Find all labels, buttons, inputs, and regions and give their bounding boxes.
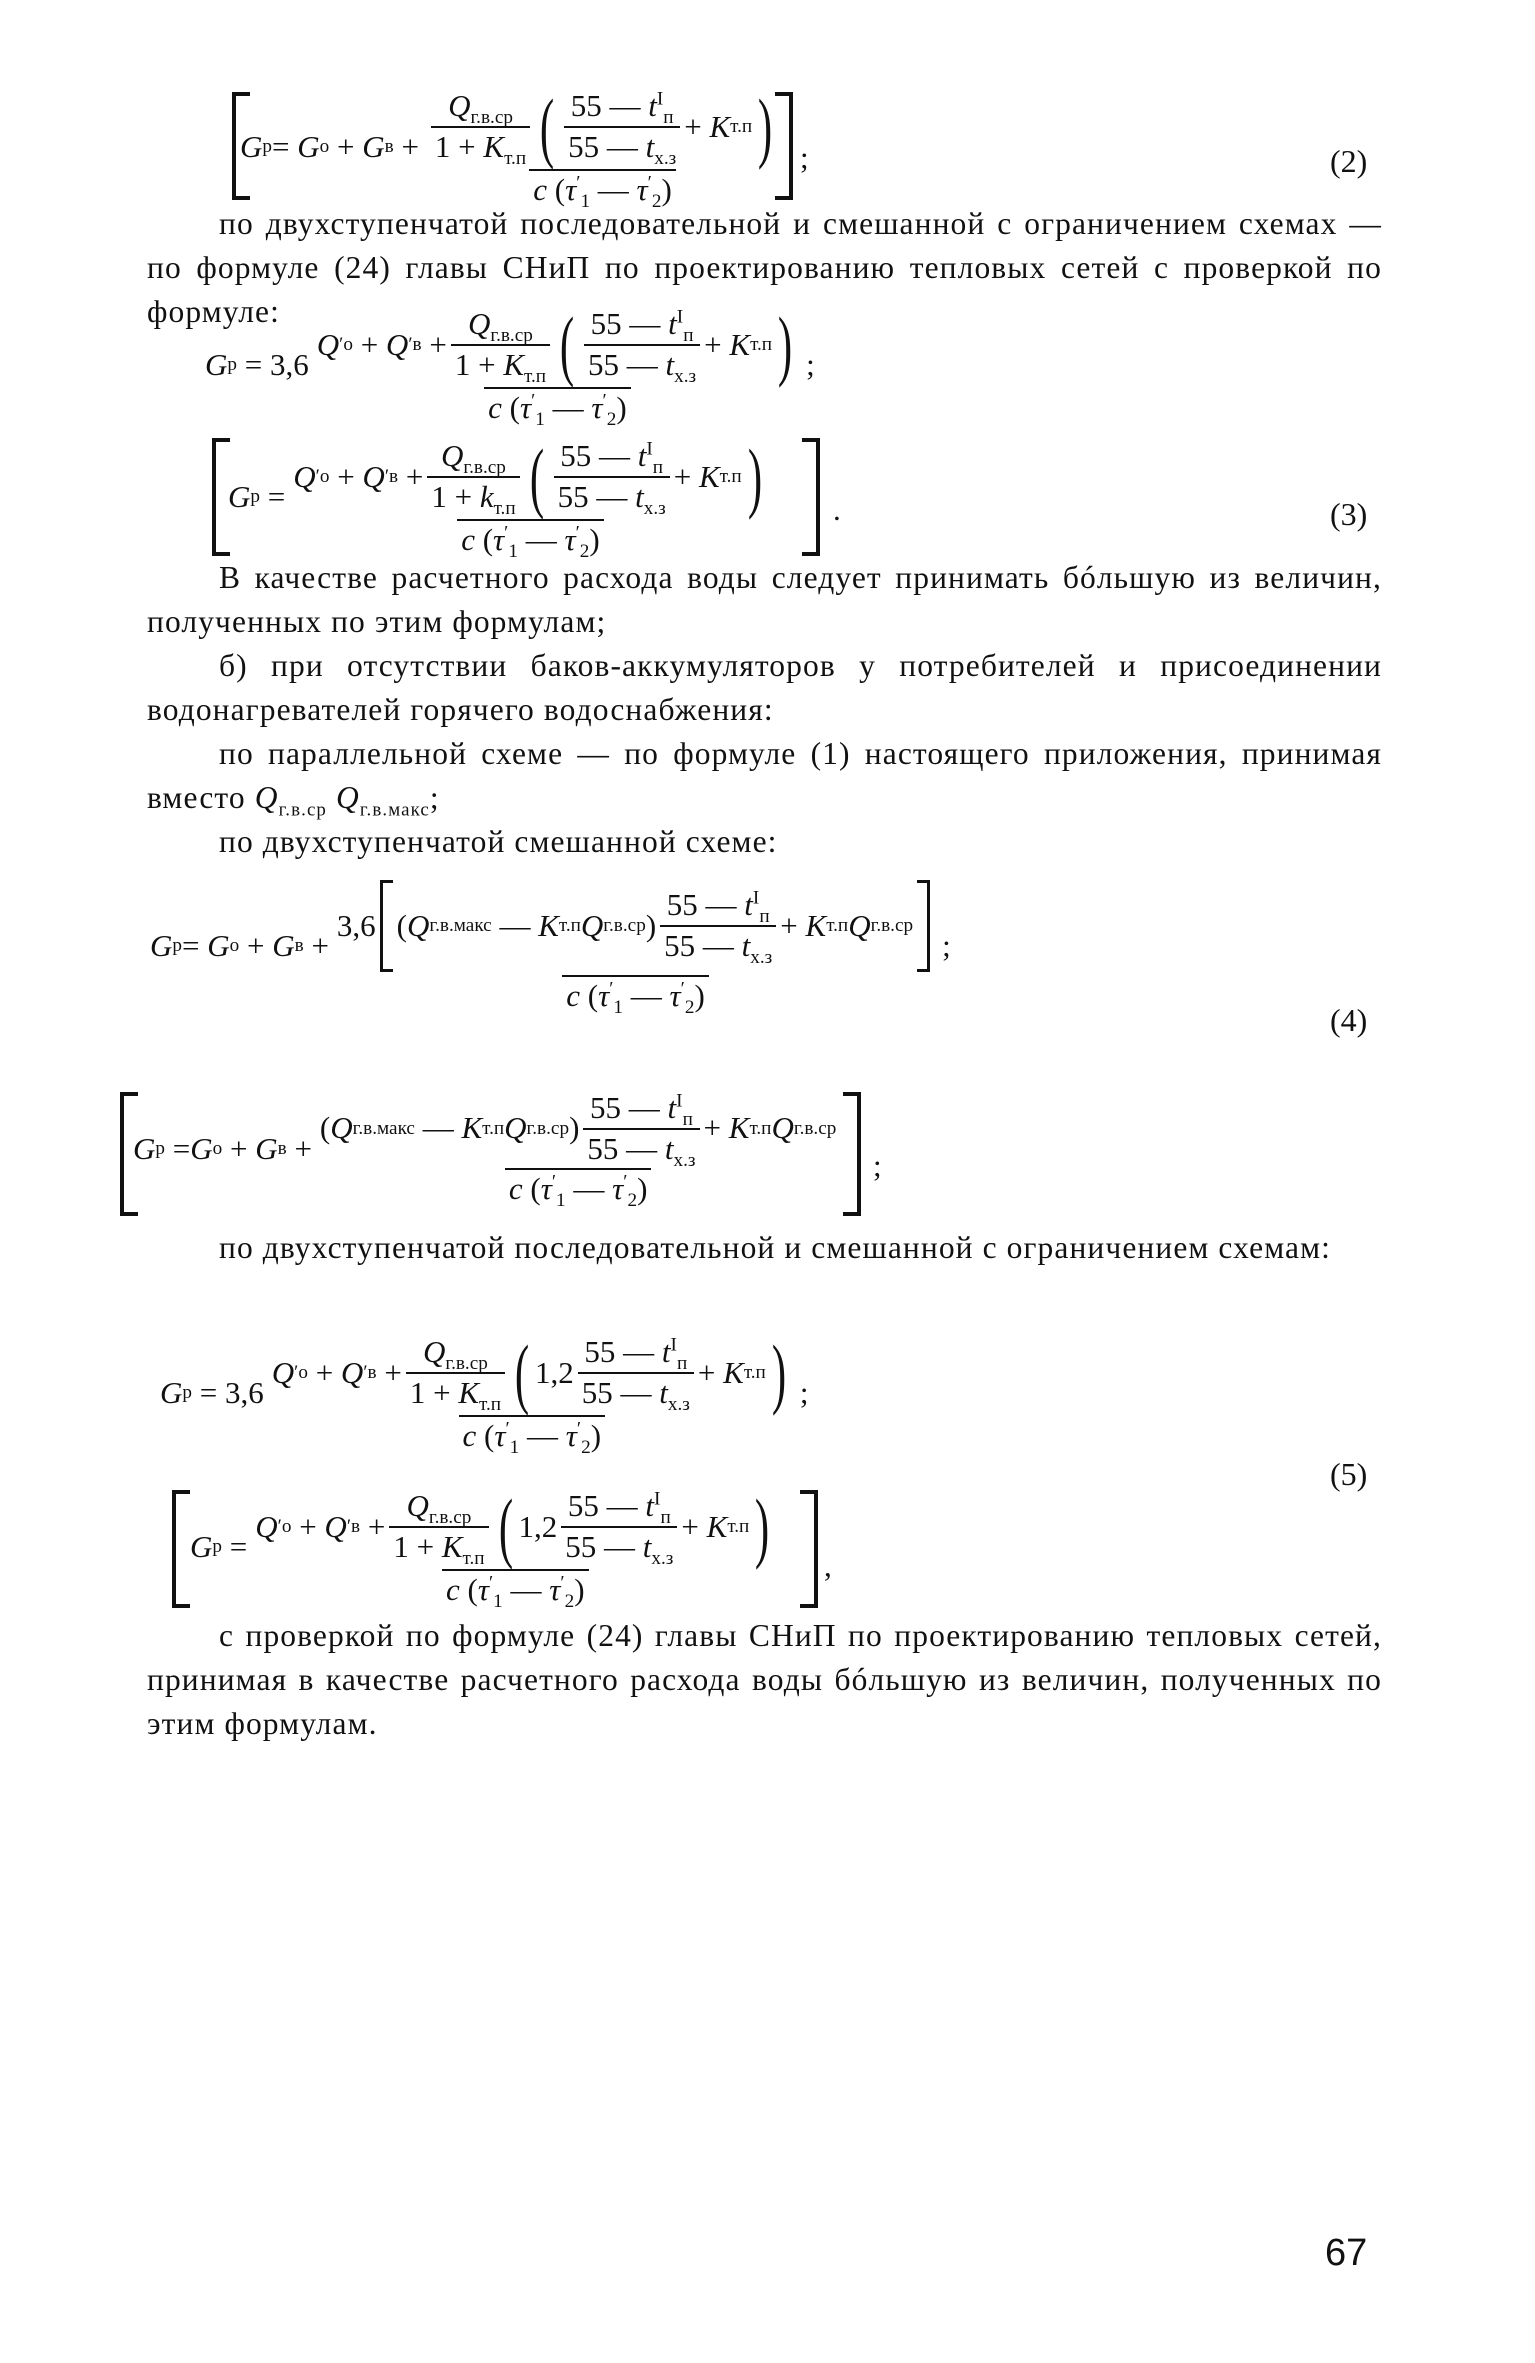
- left-bracket: [172, 1490, 190, 1608]
- semicolon: ;: [800, 140, 809, 175]
- paragraph-4: по параллельной схеме — по формуле (1) настоящего приложения, принимая вместо $Q_{г.в.ср}$ $Q_{г.в.макс}$;: [147, 736, 1382, 821]
- comma: ,: [824, 1548, 832, 1583]
- formula-5a: G р = 3,6 Q ′ о + Q ′ в + $\frac{Q_{г.в.ср}}{1 + K_{т.п}}$ ( 1,2 $\frac{55 — t^I_п}{55 — t_{х.з}}$ + K т.п ) c ($\tau'_1$ — $\tau'_2$) ;: [160, 1329, 809, 1459]
- formula-4b: G р = G о + G в + ( Q г.в.макс — K т.п Q г.в.ср ) $\frac{55 — t^I_п}{55 — t_{х.з}}$ + K т.п Q г.в.ср c ($\tau'_1$ — $\tau'_2$): [133, 1090, 837, 1212]
- formula-4a: G р = G о + G в + 3,6 ( Q г.в.макс — K т.п Q г.в.ср ) $\frac{55 — t^I_п}{55 — t_{х.з}}$ + K т.п Q г.в.ср c ($\tau'_1$ — $\tau'_2$) ;: [150, 880, 951, 1013]
- paragraph-7: с проверкой по формуле (24) главы СНиП по проектированию тепловых сетей, принимая в качестве расчетного расхода воды бóльшую из величин, полученных по этим формулам.: [147, 1618, 1382, 1741]
- formula-3b: G р = Q ′ о + Q ′ в + $\frac{Q_{г.в.ср}}{1 + k_{т.п}}$ ( $\frac{55 — t^I_п}{55 — t_{х.з}}$ + K т.п ) c ($\tau'_1$ — $\tau'_2$): [228, 433, 762, 563]
- formula-3a: G р = 3,6 Q ′ о + Q ′ в + $\frac{Q_{г.в.ср}}{1 + K_{т.п}}$ ( $\frac{55 — t^I_п}{55 — t_{х.з}}$ + K т.п ) c ($\tau'_1$ — $\tau'_2$) ;: [205, 301, 815, 431]
- semicolon: ;: [873, 1148, 882, 1183]
- formula-5b: G р = Q ′ о + Q ′ в + $\frac{Q_{г.в.ср}}{1 + K_{т.п}}$ ( 1,2 $\frac{55 — t^I_п}{55 — t_{х.з}}$ + K т.п ) c ($\tau'_1$ — $\tau'_2$): [190, 1483, 770, 1613]
- equation-number-4: (4): [1330, 1002, 1368, 1038]
- page-number: 67: [1325, 2232, 1368, 2274]
- equation-number-3: (3): [1330, 496, 1368, 532]
- paragraph-2: В качестве расчетного расхода воды следует принимать бóльшую из величин, полученных по этим формулам;: [147, 560, 1382, 639]
- right-bracket: [775, 92, 793, 200]
- period: .: [833, 492, 841, 527]
- equation-number-5: (5): [1330, 1456, 1368, 1492]
- equation-number-2: (2): [1330, 143, 1368, 179]
- right-bracket: [802, 438, 820, 556]
- paragraph-1: по двухступенчатой последовательной и смешанной с ограничением схемах — по формуле (24) главы СНиП по проектированию тепловых сетей с проверкой по формуле:: [147, 206, 1382, 329]
- formula-2: G р = G о + G в + $\frac{Q_{г.в.ср}}{1 + K_{т.п}}$ ( $\frac{55 — t^I_п}{55 — t_{х.з}}$ + K т.п ) c ($\tau'_1$ — $\tau'_2$): [240, 83, 773, 213]
- paragraph-3: б) при отсутствии баков-аккумуляторов у потребителей и присоединении водонагревателей горячего водоснабжения:: [147, 648, 1382, 727]
- right-bracket: [843, 1092, 861, 1216]
- paragraph-5: по двухступенчатой смешанной схеме:: [219, 824, 778, 859]
- right-bracket: [800, 1490, 818, 1608]
- paragraph-6: по двухступенчатой последовательной и смешанной с ограничением схемам:: [219, 1230, 1332, 1265]
